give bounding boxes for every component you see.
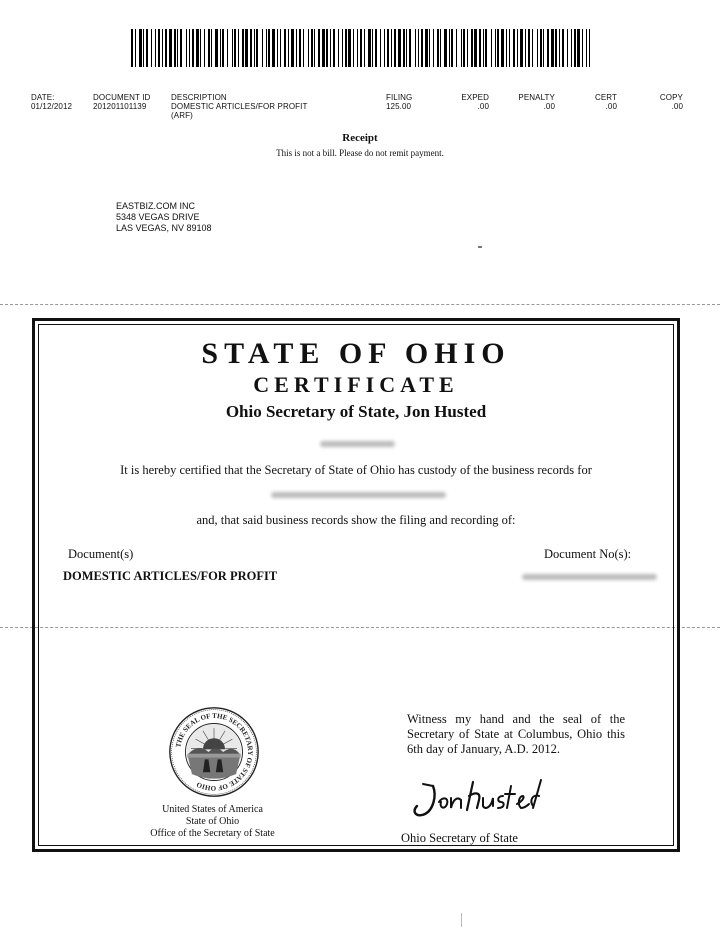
witness-statement: Witness my hand and the seal of the Secretary of State at Columbus, Ohio this 6th day of January, A.D. 2012. xyxy=(407,712,625,756)
barcode-bar xyxy=(288,29,289,67)
barcode-bar xyxy=(177,29,178,67)
seal-caption xyxy=(135,804,290,840)
barcode-bar xyxy=(308,29,309,67)
receipt-cert-column xyxy=(590,93,617,111)
barcode-bar xyxy=(303,29,304,67)
barcode-bar xyxy=(266,29,267,67)
barcode-bar xyxy=(440,29,441,67)
certificate-issuer: Ohio Secretary of State, Jon Husted xyxy=(225,402,487,421)
barcode-bar xyxy=(520,29,523,67)
barcode-bar xyxy=(232,29,233,67)
barcode-bar xyxy=(284,29,286,67)
seal-ring-text: THE SEAL OF THE SECRETARY OF STATE OF OHIO xyxy=(174,711,255,793)
barcode-bar xyxy=(345,29,347,67)
barcode-bar xyxy=(215,29,218,67)
seal-caption-line: Office of the Secretary of State xyxy=(150,828,275,839)
barcode-bar xyxy=(497,29,499,67)
barcode-bar xyxy=(461,29,462,67)
barcode-bar xyxy=(162,29,163,67)
barcode-bar xyxy=(227,29,228,67)
barcode-bar xyxy=(348,29,351,67)
barcode-bar xyxy=(372,29,373,67)
copy-value: .00 xyxy=(671,102,683,111)
signature xyxy=(403,776,553,826)
seal-caption-line: United States of America xyxy=(162,804,263,815)
barcode-bar xyxy=(364,29,365,67)
barcode-bar xyxy=(330,29,331,67)
documents-label: Document(s) xyxy=(68,547,134,561)
barcode-bar xyxy=(528,29,530,67)
barcode-bar xyxy=(409,29,411,67)
barcode-bar xyxy=(326,29,328,67)
receipt-penalty-column xyxy=(511,93,555,111)
barcode-bar xyxy=(577,29,580,67)
certificate-heading: STATE OF OHIO xyxy=(201,337,511,370)
barcode-bar xyxy=(192,29,194,67)
address-line: EASTBIZ.COM INC xyxy=(116,201,196,211)
barcode-bar xyxy=(250,29,252,67)
barcode xyxy=(131,29,590,67)
barcode-bar xyxy=(551,29,554,67)
document-id-label: DOCUMENT ID xyxy=(93,93,151,102)
receipt-note: This is not a bill. Please do not remit payment. xyxy=(276,148,444,158)
barcode-bar xyxy=(254,29,255,67)
barcode-bar xyxy=(574,29,576,67)
barcode-bar xyxy=(338,29,339,67)
barcode-bar xyxy=(429,29,430,67)
barcode-bar xyxy=(444,29,447,67)
cert-value: .00 xyxy=(605,102,617,111)
barcode-bar xyxy=(146,29,148,67)
barcode-bar xyxy=(467,29,468,67)
barcode-bar xyxy=(394,29,396,67)
barcode-bar xyxy=(525,29,526,67)
barcode-bar xyxy=(222,29,224,67)
barcode-bar xyxy=(479,29,481,67)
barcode-bar xyxy=(567,29,568,67)
barcode-bar xyxy=(483,29,484,67)
barcode-bar xyxy=(387,29,389,67)
barcode-bar xyxy=(280,29,281,67)
certified-statement: It is hereby certified that the Secretary of State of Ohio has custody of the business records for xyxy=(120,463,592,477)
copy-label: COPY xyxy=(659,93,683,102)
barcode-bar xyxy=(165,29,167,67)
barcode-bar xyxy=(353,29,354,67)
barcode-bar xyxy=(433,29,434,67)
barcode-bar xyxy=(262,29,263,67)
redacted-entity-name xyxy=(320,441,395,447)
description-line: (ARF) xyxy=(171,111,193,120)
address-line: LAS VEGAS, NV 89108 xyxy=(116,223,212,233)
barcode-bar xyxy=(509,29,510,67)
mailing-address xyxy=(116,201,212,234)
seal-caption-line: State of Ohio xyxy=(185,816,240,827)
barcode-bar xyxy=(143,29,144,67)
barcode-bar xyxy=(485,29,487,67)
barcode-bar xyxy=(268,29,270,67)
barcode-bar xyxy=(151,29,152,67)
barcode-bar xyxy=(318,29,320,67)
barcode-bar xyxy=(200,29,201,67)
barcode-bar xyxy=(474,29,477,67)
barcode-bar xyxy=(311,29,313,67)
date-value: 01/12/2012 xyxy=(31,102,73,111)
redacted-document-number xyxy=(522,574,657,580)
barcode-bar xyxy=(398,29,401,67)
barcode-bar xyxy=(495,29,496,67)
address-line: 5348 VEGAS DRIVE xyxy=(116,212,200,222)
barcode-bar xyxy=(158,29,160,67)
barcode-bar xyxy=(415,29,416,67)
barcode-bar xyxy=(543,29,544,67)
barcode-bar xyxy=(277,29,278,67)
barcode-bar xyxy=(180,29,182,67)
document-id-value: 201201101139 xyxy=(93,102,147,111)
receipt-title: Receipt xyxy=(342,132,378,144)
barcode-bar xyxy=(437,29,439,67)
barcode-bar xyxy=(299,29,301,67)
barcode-bar xyxy=(342,29,343,67)
exped-value: .00 xyxy=(477,102,489,111)
penalty-value: .00 xyxy=(543,102,555,111)
barcode-bar xyxy=(582,29,583,67)
barcode-bar xyxy=(211,29,212,67)
receipt-filing-column xyxy=(386,93,412,111)
barcode-bar xyxy=(384,29,385,67)
barcode-bar xyxy=(513,29,515,67)
barcode-bar xyxy=(208,29,210,67)
records-statement: and, that said business records show the filing and recording of: xyxy=(196,513,516,527)
barcode-bar xyxy=(360,29,362,67)
barcode-bar xyxy=(547,29,549,67)
date-label: DATE: xyxy=(31,93,55,102)
certificate xyxy=(32,318,680,852)
barcode-bar xyxy=(449,29,450,67)
redacted-business-name xyxy=(271,492,446,498)
barcode-bar xyxy=(555,29,557,67)
barcode-bar xyxy=(421,29,423,67)
barcode-bar xyxy=(375,29,377,67)
description-label: DESCRIPTION xyxy=(171,93,227,102)
barcode-bar xyxy=(540,29,542,67)
barcode-bar xyxy=(562,29,564,67)
barcode-bar xyxy=(314,29,315,67)
barcode-bar xyxy=(418,29,419,67)
barcode-bar xyxy=(559,29,560,67)
barcode-bar xyxy=(357,29,358,67)
barcode-bar xyxy=(291,29,294,67)
speck xyxy=(478,246,482,248)
barcode-bar xyxy=(169,29,172,67)
barcode-bar xyxy=(368,29,371,67)
barcode-bar xyxy=(506,29,507,67)
barcode-bar xyxy=(589,29,590,67)
barcode-bar xyxy=(491,29,492,67)
barcode-bar xyxy=(220,29,221,67)
barcode-bar xyxy=(380,29,381,67)
barcode-bar xyxy=(256,29,258,67)
fold-line xyxy=(0,304,720,305)
barcode-bar xyxy=(425,29,428,67)
barcode-bar xyxy=(155,29,156,67)
barcode-bar xyxy=(272,29,275,67)
barcode-bar xyxy=(242,29,244,67)
barcode-bar xyxy=(238,29,239,67)
barcode-bar xyxy=(196,29,199,67)
exped-label: EXPED xyxy=(461,93,489,102)
receipt-description-column xyxy=(171,93,307,120)
barcode-bar xyxy=(532,29,533,67)
scan-mark xyxy=(461,913,462,927)
barcode-bar xyxy=(189,29,190,67)
receipt-document-id-column xyxy=(93,93,150,111)
barcode-bar xyxy=(501,29,504,67)
barcode-bar xyxy=(234,29,236,67)
barcode-bar xyxy=(586,29,587,67)
barcode-bar xyxy=(245,29,248,67)
filing-value: 125.00 xyxy=(386,102,412,111)
document-numbers-label: Document No(s): xyxy=(544,547,632,561)
barcode-bar xyxy=(451,29,453,67)
cert-label: CERT xyxy=(594,93,617,102)
signature-title: Ohio Secretary of State xyxy=(401,831,518,845)
filing-label: FILING xyxy=(386,93,413,102)
receipt-date-column xyxy=(31,93,72,111)
barcode-bar xyxy=(333,29,335,67)
barcode-bar xyxy=(517,29,518,67)
barcode-bar xyxy=(391,29,392,67)
barcode-bar xyxy=(139,29,142,67)
barcode-bar xyxy=(406,29,407,67)
barcode-bar xyxy=(456,29,457,67)
barcode-bar xyxy=(463,29,465,67)
certificate-subheading: CERTIFICATE xyxy=(253,372,459,397)
receipt-copy-column xyxy=(655,93,683,111)
barcode-bar xyxy=(296,29,297,67)
barcode-bar xyxy=(131,29,133,67)
penalty-label: PENALTY xyxy=(518,93,555,102)
barcode-bar xyxy=(537,29,538,67)
barcode-bar xyxy=(471,29,473,67)
barcode-bar xyxy=(186,29,187,67)
ohio-seal xyxy=(168,706,260,798)
barcode-bar xyxy=(174,29,176,67)
barcode-bar xyxy=(135,29,136,67)
document-type: DOMESTIC ARTICLES/FOR PROFIT xyxy=(63,569,278,583)
barcode-bar xyxy=(403,29,405,67)
barcode-bar xyxy=(204,29,205,67)
barcode-bar xyxy=(571,29,572,67)
description-line: DOMESTIC ARTICLES/FOR PROFIT xyxy=(171,102,308,111)
receipt-exped-column xyxy=(455,93,489,111)
barcode-bar xyxy=(322,29,325,67)
